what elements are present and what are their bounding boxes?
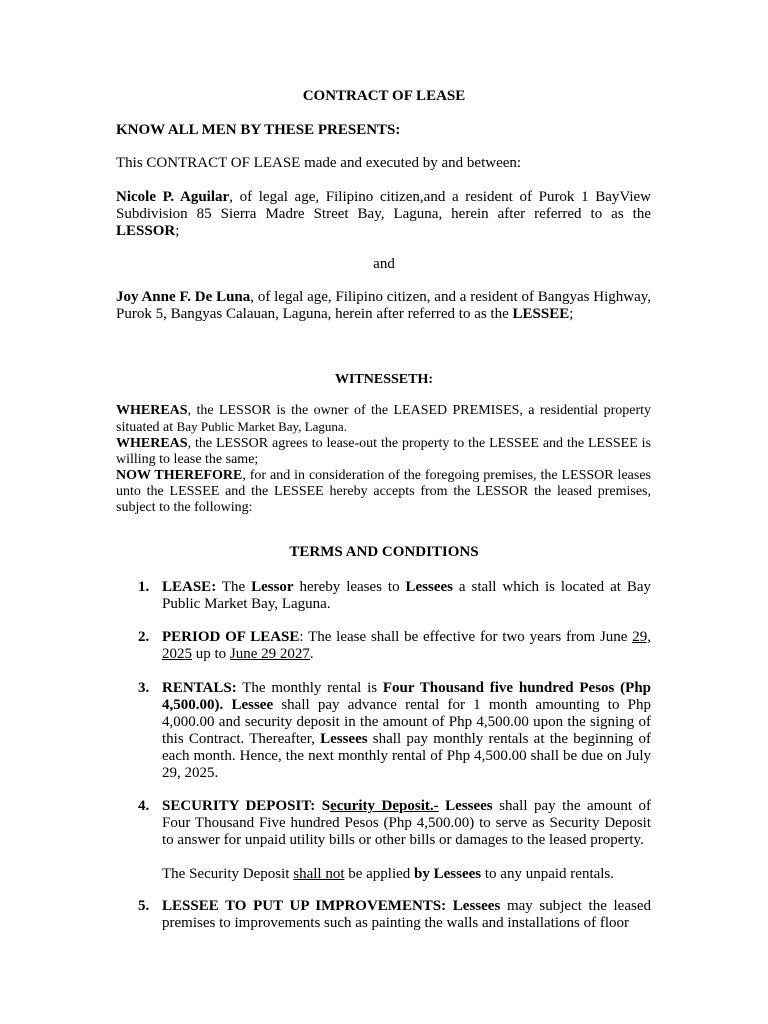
whereas-agrees-text: , the LESSOR agrees to lease-out the property to the LESSEE and the LESSEE is willing to lease the same; [116, 436, 651, 467]
term-text: hereby leases to [293, 579, 406, 595]
and-separator: and [373, 256, 395, 272]
term-underlined: shall not [293, 866, 345, 882]
whereas-owner-keyword: WHEREAS [116, 403, 188, 418]
term-label: LESSEE TO PUT UP IMPROVEMENTS: [162, 898, 447, 914]
whereas-owner-text: , the LESSOR is the owner of the LEASED PREMISES, a residential property situated at [116, 403, 651, 435]
whereas-owner [116, 403, 651, 436]
opening-heading [116, 122, 651, 139]
term-text: shall pay advance rental for 1 month amounting to Php 4,000.00 and security deposit in the amount of Php 4,500.00 upon the signing of this Contract. Thereafter, [162, 697, 652, 747]
whereas-agrees [116, 436, 651, 468]
terms-heading: TERMS AND CONDITIONS [289, 544, 479, 560]
term-number: 4. [138, 798, 150, 814]
term-number: 5. [138, 898, 150, 914]
term-bold: Lessor [251, 579, 294, 595]
term-bold: by Lessees [414, 866, 482, 882]
lessee-role: LESSEE [512, 306, 570, 322]
lessor-description: , of legal age, Filipino citizen,and a resident of Purok 1 BayView Subdivision 85 Sierra Madre Street Bay, Laguna, herein after referred to as the [116, 189, 652, 222]
term-lessee-improvements [116, 898, 651, 932]
term-text: The Security Deposit [162, 866, 294, 882]
lessor-paragraph [116, 189, 651, 240]
term-label: SECURITY DEPOSIT: S [162, 798, 331, 814]
term-label: RENTALS: [162, 680, 237, 696]
term-bold: Lessees [405, 579, 453, 595]
term-label: PERIOD OF LEASE [162, 629, 300, 645]
term-text: be applied [344, 866, 415, 882]
lessor-name: Nicole P. Aguilar [116, 189, 230, 205]
whereas-owner-location: Bay Public Market Bay, Laguna. [176, 419, 347, 434]
term-number: 2. [138, 629, 150, 645]
term-number: 3. [138, 680, 150, 696]
term-text: . [309, 646, 314, 662]
whereas-agrees-keyword: WHEREAS [116, 436, 188, 451]
term-security-deposit [116, 798, 651, 883]
lessee-name: Joy Anne F. De Luna [116, 289, 251, 305]
lessee-paragraph [116, 289, 651, 323]
opening-heading-text: KNOW ALL MEN BY THESE PRESENTS: [116, 122, 401, 138]
lessor-end: ; [175, 223, 180, 239]
witnesseth-heading: WITNESSETH: [334, 372, 434, 387]
term-underlined: 29, 2025 [162, 629, 651, 662]
term-text: up to [192, 646, 230, 662]
term-text: The monthly rental is [236, 680, 383, 696]
now-therefore-keyword: NOW THEREFORE [116, 468, 243, 483]
intro-paragraph [116, 155, 651, 172]
term-bold: Lessees [452, 898, 501, 914]
term-text: a stall which is located at Bay Public Market Bay, Laguna. [162, 579, 651, 612]
lessor-role: LESSOR [116, 223, 176, 239]
term-underlined: June 29 2027 [229, 646, 310, 662]
term-text: shall pay the amount of Four Thousand Five hundred Pesos (Php 4,500.00) to serve as Security Deposit to answer for unpaid utility bills or other bills or damages to the leased property. [162, 798, 652, 848]
term-bold: Lessees [320, 731, 368, 747]
recitals [116, 403, 651, 516]
term-text: may subject the leased premises to improvements such as painting the walls and installations of floor [162, 898, 651, 931]
lessee-description: , of legal age, Filipino citizen, and a resident of Bangyas Highway, Purok 5, Bangyas Calauan, Laguna, herein after referred to as the [116, 289, 652, 322]
term-label: LEASE: [162, 579, 217, 595]
lessee-end: ; [569, 306, 574, 322]
term-number: 1. [138, 579, 150, 595]
term-bold: Lessees [445, 798, 493, 814]
intro-text: This CONTRACT OF LEASE made and executed by and between: [116, 155, 522, 171]
term-period-of-lease [116, 629, 651, 663]
term-text: The [216, 579, 252, 595]
document-title: CONTRACT OF LEASE [302, 88, 466, 104]
term-rentals [116, 680, 651, 782]
security-deposit-note [162, 866, 651, 883]
now-therefore [116, 468, 651, 516]
term-text: to any unpaid rentals. [481, 866, 615, 882]
term-space [446, 898, 453, 914]
now-therefore-text: , for and in consideration of the foregoing premises, the LESSOR leases unto the LESSEE and the LESSEE hereby accepts from the LESSOR the leased premises, subject to the following: [116, 468, 651, 515]
term-underlined: ecurity Deposit.- [330, 798, 439, 814]
term-lease [116, 579, 651, 613]
term-text: : The lease shall be effective for two years from June [299, 629, 633, 645]
term-bold: Four Thousand five hundred Pesos (Php 4,500.00). Lessee [162, 680, 652, 713]
term-text: shall pay monthly rentals at the beginning of each month. Hence, the next monthly rental of Php 4,500.00 shall be due on July 29, 2025. [162, 731, 651, 781]
